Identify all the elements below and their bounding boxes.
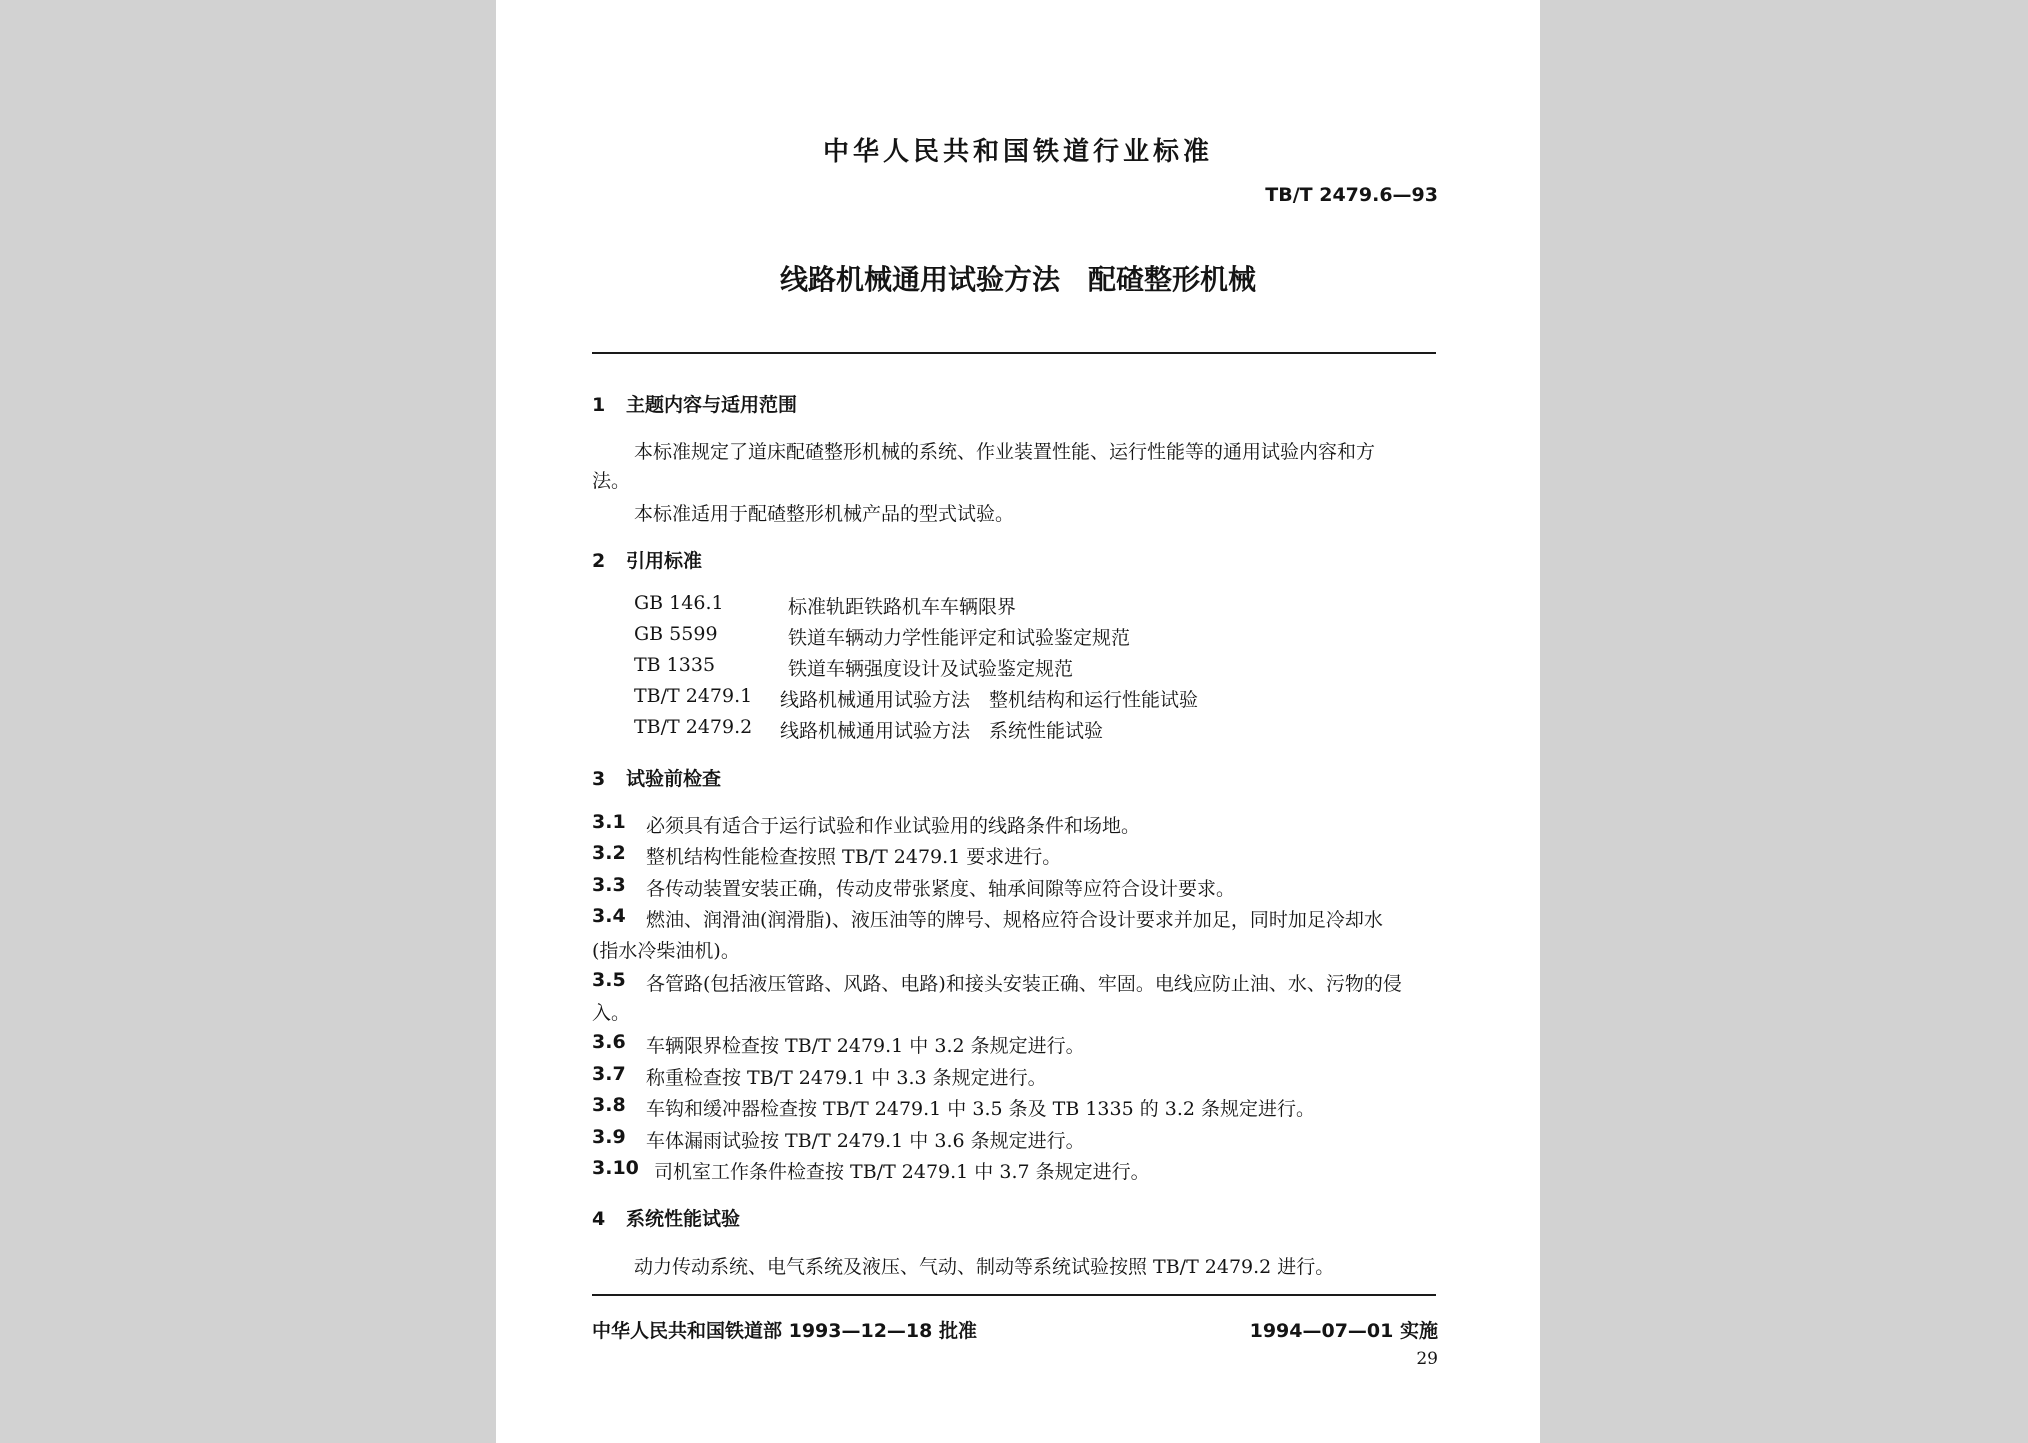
section-title: 主题内容与适用范围 bbox=[626, 394, 798, 416]
clause-text: 司机室工作条件检查按 TB/T 2479.1 中 3.7 条规定进行。 bbox=[654, 1161, 1150, 1183]
ref-code: TB 1335 bbox=[634, 654, 716, 676]
ref-title: 铁道车辆强度设计及试验鉴定规范 bbox=[788, 658, 1074, 680]
footer-divider bbox=[592, 1294, 1436, 1296]
clause-number: 3.6 bbox=[592, 1031, 626, 1053]
ref-title: 铁道车辆动力学性能评定和试验鉴定规范 bbox=[788, 627, 1131, 649]
section-number: 4 bbox=[592, 1208, 606, 1230]
section-number: 1 bbox=[592, 394, 606, 416]
clause-number: 3.5 bbox=[592, 969, 626, 991]
clause-text: 车钩和缓冲器检查按 TB/T 2479.1 中 3.5 条及 TB 1335 的 3.2 条规定进行。 bbox=[646, 1098, 1316, 1120]
clause-text: 各传动装置安装正确，传动皮带张紧度、轴承间隙等应符合设计要求。 bbox=[646, 878, 1236, 900]
clause-number: 3.7 bbox=[592, 1063, 626, 1085]
ref-code: GB 146.1 bbox=[634, 592, 724, 614]
standard-number: TB/T 2479.6—93 bbox=[1265, 184, 1438, 206]
section-1-paragraph-2: 本标准适用于配碴整形机械产品的型式试验。 bbox=[634, 503, 1015, 525]
ref-title: 线路机械通用试验方法 系统性能试验 bbox=[780, 720, 1104, 742]
page-number: 29 bbox=[1416, 1349, 1438, 1369]
clause-text-cont: 入。 bbox=[592, 1002, 631, 1024]
ref-code: TB/T 2479.2 bbox=[634, 716, 753, 738]
clause-number: 3.1 bbox=[592, 811, 626, 833]
clause-text: 必须具有适合于运行试验和作业试验用的线路条件和场地。 bbox=[646, 815, 1141, 837]
section-title: 引用标准 bbox=[626, 550, 703, 572]
clause-number: 3.10 bbox=[592, 1157, 639, 1179]
section-number: 3 bbox=[592, 768, 606, 790]
clause-text: 各管路(包括液压管路、风路、电路)和接头安装正确、牢固。电线应防止油、水、污物的侵 bbox=[646, 973, 1402, 995]
clause-text: 车体漏雨试验按 TB/T 2479.1 中 3.6 条规定进行。 bbox=[646, 1130, 1085, 1152]
clause-number: 3.2 bbox=[592, 842, 626, 864]
clause-number: 3.8 bbox=[592, 1094, 626, 1116]
approval-line: 中华人民共和国铁道部 1993—12—18 批准 bbox=[592, 1320, 977, 1342]
section-1-paragraph-1-cont: 法。 bbox=[592, 470, 631, 492]
ref-code: GB 5599 bbox=[634, 623, 718, 645]
clause-text: 车辆限界检查按 TB/T 2479.1 中 3.2 条规定进行。 bbox=[646, 1035, 1085, 1057]
clause-text: 燃油、润滑油(润滑脂)、液压油等的牌号、规格应符合设计要求并加足，同时加足冷却水 bbox=[646, 909, 1383, 931]
section-3-heading bbox=[592, 764, 721, 791]
document-title: 线路机械通用试验方法 配碴整形机械 bbox=[779, 263, 1256, 296]
ref-code: TB/T 2479.1 bbox=[634, 685, 753, 707]
title-divider bbox=[592, 352, 1436, 354]
document-page bbox=[496, 0, 1540, 1443]
clause-text: 整机结构性能检查按照 TB/T 2479.1 要求进行。 bbox=[646, 846, 1062, 868]
section-title: 系统性能试验 bbox=[626, 1208, 741, 1230]
effective-date: 1994—07—01 实施 bbox=[1249, 1320, 1438, 1342]
section-title: 试验前检查 bbox=[626, 768, 722, 790]
section-1-heading bbox=[592, 390, 797, 417]
section-number: 2 bbox=[592, 550, 606, 572]
ref-title: 标准轨距铁路机车车辆限界 bbox=[788, 596, 1017, 618]
clause-text: 称重检查按 TB/T 2479.1 中 3.3 条规定进行。 bbox=[646, 1067, 1047, 1089]
section-4-paragraph: 动力传动系统、电气系统及液压、气动、制动等系统试验按照 TB/T 2479.2 进行。 bbox=[634, 1256, 1335, 1278]
section-4-heading bbox=[592, 1204, 740, 1231]
clause-number: 3.4 bbox=[592, 905, 626, 927]
section-2-heading bbox=[592, 546, 702, 573]
clause-number: 3.9 bbox=[592, 1126, 626, 1148]
standard-header-title: 中华人民共和国铁道行业标准 bbox=[822, 137, 1213, 167]
clause-text-cont: (指水冷柴油机)。 bbox=[592, 940, 740, 962]
section-1-paragraph-1: 本标准规定了道床配碴整形机械的系统、作业装置性能、运行性能等的通用试验内容和方 bbox=[634, 441, 1376, 463]
ref-title: 线路机械通用试验方法 整机结构和运行性能试验 bbox=[780, 689, 1199, 711]
clause-number: 3.3 bbox=[592, 874, 626, 896]
